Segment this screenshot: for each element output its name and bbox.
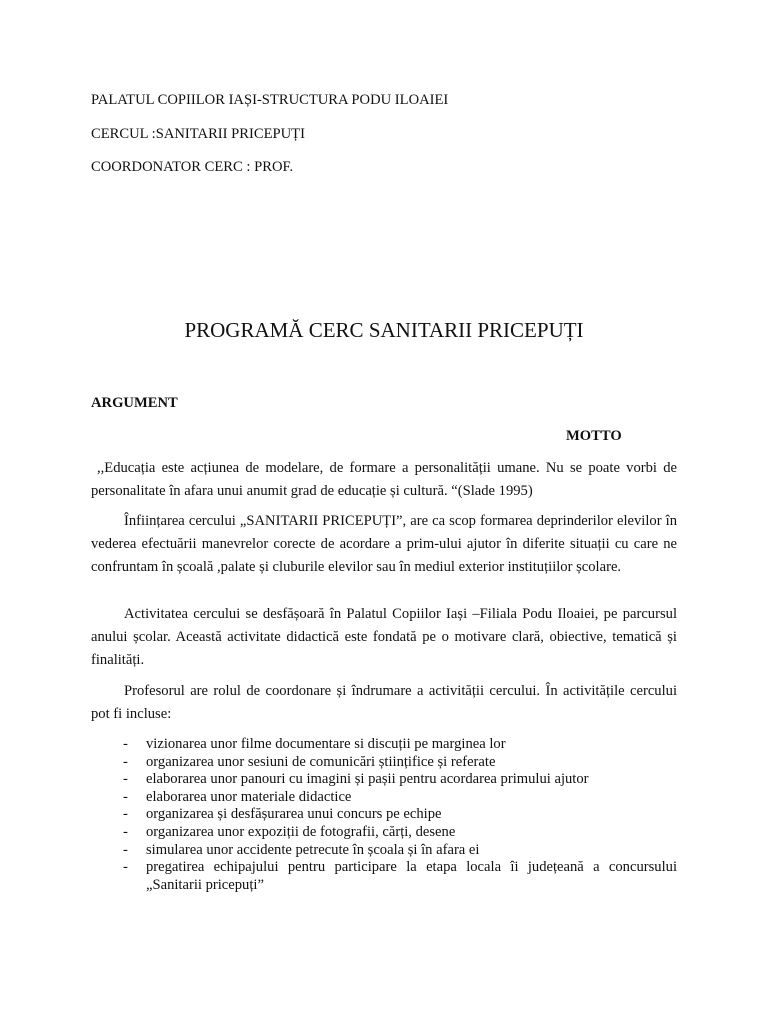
list-item: [123, 824, 677, 842]
list-item-text: elaborarea unor materiale didactice: [146, 788, 352, 805]
paragraph-activity: Activitatea cercului se desfășoară în Palatul Copiilor Iași –Filiala Podu Iloaiei, pe parcursul anului școlar. Această activitate didactică este fondată pe o motivare clară, obiective, tematică și finalități.: [91, 606, 677, 668]
list-item-text: vizionarea unor filme documentare si discuții pe marginea lor: [146, 736, 506, 752]
header-circle: CERCUL :SANITARII PRICEPUȚI: [91, 126, 305, 142]
list-dash: -: [123, 841, 128, 858]
list-item-text: organizarea unor sesiuni de comunicări științifice și referate: [146, 753, 496, 770]
list-dash: -: [123, 753, 128, 770]
list-dash: -: [123, 736, 128, 752]
list-item: [123, 771, 677, 789]
header-institution: PALATUL COPIILOR IAȘI-STRUCTURA PODU ILOAIEI: [91, 92, 449, 108]
list-item: [123, 842, 677, 860]
activities-list: [123, 736, 677, 894]
list-dash: -: [123, 859, 128, 876]
list-dash: -: [123, 823, 128, 840]
list-item-text: organizarea și desfășurarea unui concurs pe echipe: [146, 806, 442, 823]
paragraph-teacher-role: Profesorul are rolul de coordonare și îndrumare a activității cercului. În activitățile cercului pot fi incluse:: [91, 683, 677, 722]
document-title: PROGRAMĂ CERC SANITARII PRICEPUȚI: [184, 318, 584, 342]
list-item: [123, 806, 677, 824]
list-item: [123, 789, 677, 807]
list-item-text: elaborarea unor panouri cu imagini și pașii pentru acordarea primului ajutor: [146, 771, 589, 788]
list-item: [123, 736, 677, 754]
list-dash: -: [123, 771, 128, 788]
list-item: [123, 754, 677, 772]
motto-quote: ,,Educația este acțiunea de modelare, de formare a personalității umane. Nu se poate vorbi de personalitate în afara unui anumit grad de educație și cultură. “(Slade 1995): [91, 460, 677, 499]
paragraph-purpose: Înființarea cercului „SANITARII PRICEPUȚI”, are ca scop formarea deprinderilor elevilor în vederea efectuării manevrelor corecte de acordare a prim-ului ajutor în diferite situații cu care ne confruntam în școală ,palate și cluburile elevilor sau în mediul exterior instituțiilor școlare.: [91, 513, 677, 575]
list-dash: -: [123, 806, 128, 823]
list-item: [123, 859, 677, 894]
argument-heading: ARGUMENT: [91, 395, 178, 411]
motto-heading: MOTTO: [566, 428, 622, 444]
list-item-text: organizarea unor expoziții de fotografii, cărți, desene: [146, 823, 456, 840]
list-dash: -: [123, 788, 128, 805]
header-coordinator: COORDONATOR CERC : PROF.: [91, 159, 294, 175]
list-item-text: simularea unor accidente petrecute în școala și în afara ei: [146, 841, 480, 858]
list-item-text: pregatirea echipajului pentru participare la etapa locala îi județeană a concursului „Sanitarii pricepuți”: [146, 859, 677, 893]
